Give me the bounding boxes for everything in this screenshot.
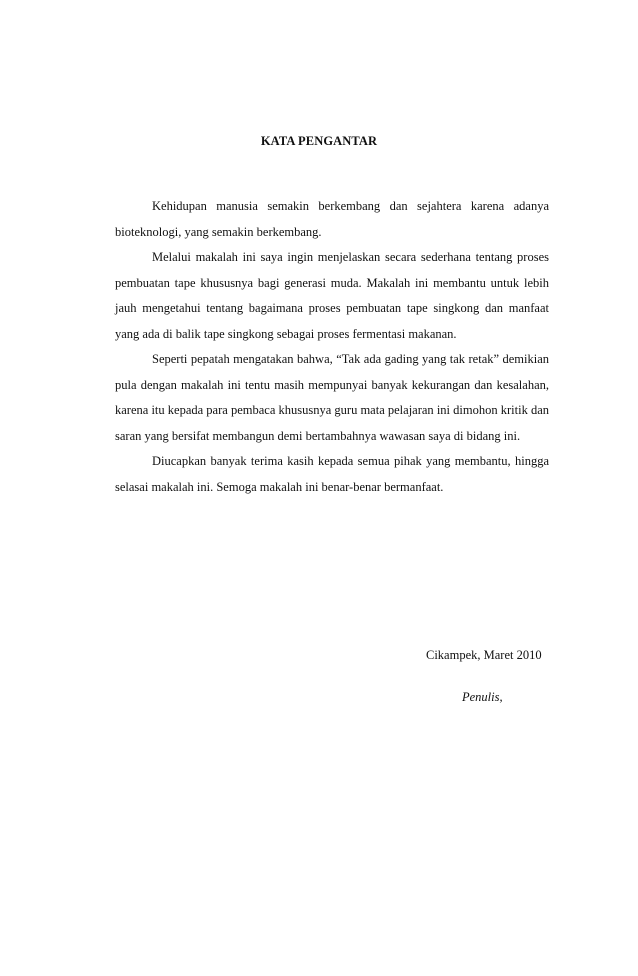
paragraph-1: Kehidupan manusia semakin berkembang dan sejahtera karena adanya bioteknologi, yang semakin berkembang.: [115, 199, 549, 239]
preface-body: [115, 194, 549, 500]
paragraph-3: Seperti pepatah mengatakan bahwa, “Tak ada gading yang tak retak” demikian pula dengan makalah ini tentu masih mempunyai banyak kekurangan dan kesalahan, karena itu kepada para pembaca khususnya guru mata pelajaran ini dimohon kritik dan saran yang bersifat membangun demi bertambahnya wawasan saya di bidang ini.: [115, 352, 549, 443]
closing-place-date: Cikampek, Maret 2010: [426, 648, 542, 662]
paragraph-2: Melalui makalah ini saya ingin menjelaskan secara sederhana tentang proses pembuatan tape khususnya bagi generasi muda. Makalah ini membantu untuk lebih jauh mengetahui tentang bagaimana proses pembuatan tape singkong dan manfaat yang ada di balik tape singkong sebagai proses fermentasi makanan.: [115, 250, 549, 341]
page-title: KATA PENGANTAR: [260, 134, 378, 148]
closing-author: Penulis,: [462, 690, 503, 704]
paragraph-4: Diucapkan banyak terima kasih kepada semua pihak yang membantu, hingga selasai makalah ini. Semoga makalah ini benar-benar bermanfaat.: [115, 454, 549, 494]
